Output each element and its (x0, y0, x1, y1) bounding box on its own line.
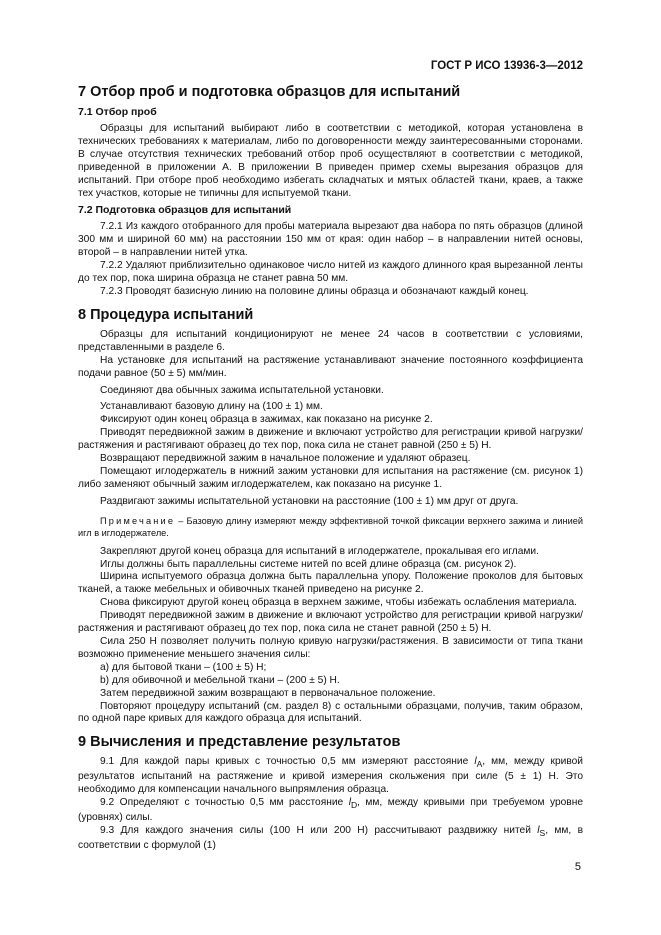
note-text: – Базовую длину измеряют между эффективной точкой фиксации верхнего зажима и линией игл в иглодержателе. (78, 515, 583, 538)
clause-7-2-2: 7.2.2 Удаляют приблизительно одинаковое число нитей из каждого длинного края вырезанной ленты до тех пор, пока ширина образца не станет равна 50 мм. (78, 260, 583, 285)
section-8-paragraph: Устанавливают базовую длину на (100 ± 1) мм. (100, 401, 323, 413)
section-8-paragraph: Фиксируют один конец образца в зажимах, как показано на рисунке 2. (100, 414, 433, 426)
list-item-a: а) для бытовой ткани – (100 ± 5) Н; (100, 661, 267, 673)
note-label: Примечание (100, 515, 176, 526)
variable: l (537, 824, 540, 836)
section-8-paragraph: Соединяют два обычных зажима испытательной установки. (100, 384, 384, 396)
note (78, 515, 583, 539)
section-8-paragraph: Возвращают передвижной зажим в начальное положение и удаляют образец. (100, 453, 471, 465)
section-8-paragraph: На установке для испытаний на растяжение устанавливают значение постоянного коэффициента подачи равное (50 ± 5) мм/мин. (78, 354, 583, 379)
section-8-paragraph: Снова фиксируют другой конец образца в верхнем зажиме, чтобы избежать ослабления материала. (100, 597, 577, 609)
section-8-paragraph: Приводят передвижной зажим в движение и включают устройство для регистрации кривой нагрузки/растяжения и растягивают образец до тех пор, пока сила не станет равной (250 ± 5) Н. (78, 427, 583, 452)
clause-7-2-3: 7.2.3 Проводят базисную линию на половине длины образца и обозначают каждый конец. (100, 285, 529, 297)
clause-9-3: 9.3 Для каждого значения силы (100 Н или 200 Н) рассчитывают раздвижку нитей $l_S$, мм, в соответствии с формулой (1) (78, 824, 583, 851)
clause-7-2-1: 7.2.1 Из каждого отобранного для пробы материала вырезают два набора по пять образцов (длиной 300 мм и шириной 60 мм) на расстоянии 150 мм от края: один набор – в направлении нитей основы, второй – в направлении нитей утка. (78, 221, 583, 259)
section-8-title: 8 Процедура испытаний (78, 306, 254, 323)
section-8-paragraph: Затем передвижной зажим возвращают в первоначальное положение. (100, 687, 436, 699)
variable-subscript: A (476, 759, 483, 770)
variable: l (348, 797, 351, 809)
list-item-b: b) для обивочной и мебельной ткани – (200 ± 5) Н. (100, 674, 340, 686)
section-7-2-title: 7.2 Подготовка образцов для испытаний (78, 204, 292, 217)
section-7-1-title: 7.1 Отбор проб (78, 106, 157, 118)
section-8-paragraph: Приводят передвижной зажим в движение и включают устройство для регистрации кривой нагрузки/растяжения и растягивают образец до тех пор, пока сила не станет равной (250 ± 5) Н. (78, 610, 583, 635)
standard-header: ГОСТ Р ИСО 13936-3—2012 (430, 60, 583, 72)
section-8-paragraph: Помещают иглодержатель в нижний зажим установки для испытания на растяжение (см. рисунок 1) либо заменяют обычный зажим иглодержателем, как показано на рисунке 1. (78, 465, 583, 490)
section-8-paragraph: Иглы должны быть параллельны системе нитей по всей длине образца (см. рисунок 2). (100, 558, 517, 570)
section-8-paragraph: Сила 250 Н позволяет получить полную кривую нагрузки/растяжения. В зависимости от типа ткани возможно применение меньшего значения силы: (78, 636, 583, 660)
variable-subscript: S (539, 827, 546, 838)
clause-9-2: 9.2 Определяют с точностью 0,5 мм расстояние $l_D$, мм, между кривыми при требуемом уровне (уровнях) силы. (78, 797, 583, 824)
clause-9-1: 9.1 Для каждой пары кривых с точностью 0,5 мм измеряют расстояние $l_A$, мм, между кривой результатов испытаний на растяжение и кривой измерения скольжения при силе (5 ± 1) Н. Это необходимо для компенсации начального выпрямления образца. (78, 756, 583, 796)
section-8-paragraph: Закрепляют другой конец образца для испытаний в иглодержателе, прокалывая его иглами. (100, 545, 539, 557)
section-8-paragraph: Ширина испытуемого образца должна быть параллельна упору. Положение проколов для бытовых тканей, а также мебельных и обивочных тканей приведено на рисунке 2. (78, 571, 583, 596)
variable: l (474, 756, 477, 768)
variable-subscript: D (350, 800, 358, 811)
section-8-paragraph: Повторяют процедуру испытаний (см. раздел 8) с остальными образцами, получив, таким образом, по одной паре кривых для каждого образца для испытаний. (78, 700, 583, 725)
section-9-title: 9 Вычисления и представление результатов (78, 734, 401, 751)
section-7-1-paragraph: Образцы для испытаний выбирают либо в соответствии с методикой, которая установлена в технических требованиях к материалам, либо по договоренности между заинтересованными сторонами. В случае отсутствия технических требований отбор проб осуществляют в соответствии с методикой, приведенной в приложении А. В приложении В приведен пример схемы вырезания образцов для испытаний. При отборе проб необходимо избегать складчатых и мятых областей ткани, краев, а также тех участков, которые не типичны для испытуемой ткани. (78, 123, 583, 199)
section-8-paragraph: Раздвигают зажимы испытательной установки на расстояние (100 ± 1) мм друг от друга. (100, 495, 519, 507)
section-8-paragraph: Образцы для испытаний кондиционируют не менее 24 часов в соответствии с условиями, представленными в разделе 6. (78, 328, 583, 353)
section-7-title: 7 Отбор проб и подготовка образцов для испытаний (78, 84, 461, 100)
page-number: 5 (574, 861, 581, 873)
